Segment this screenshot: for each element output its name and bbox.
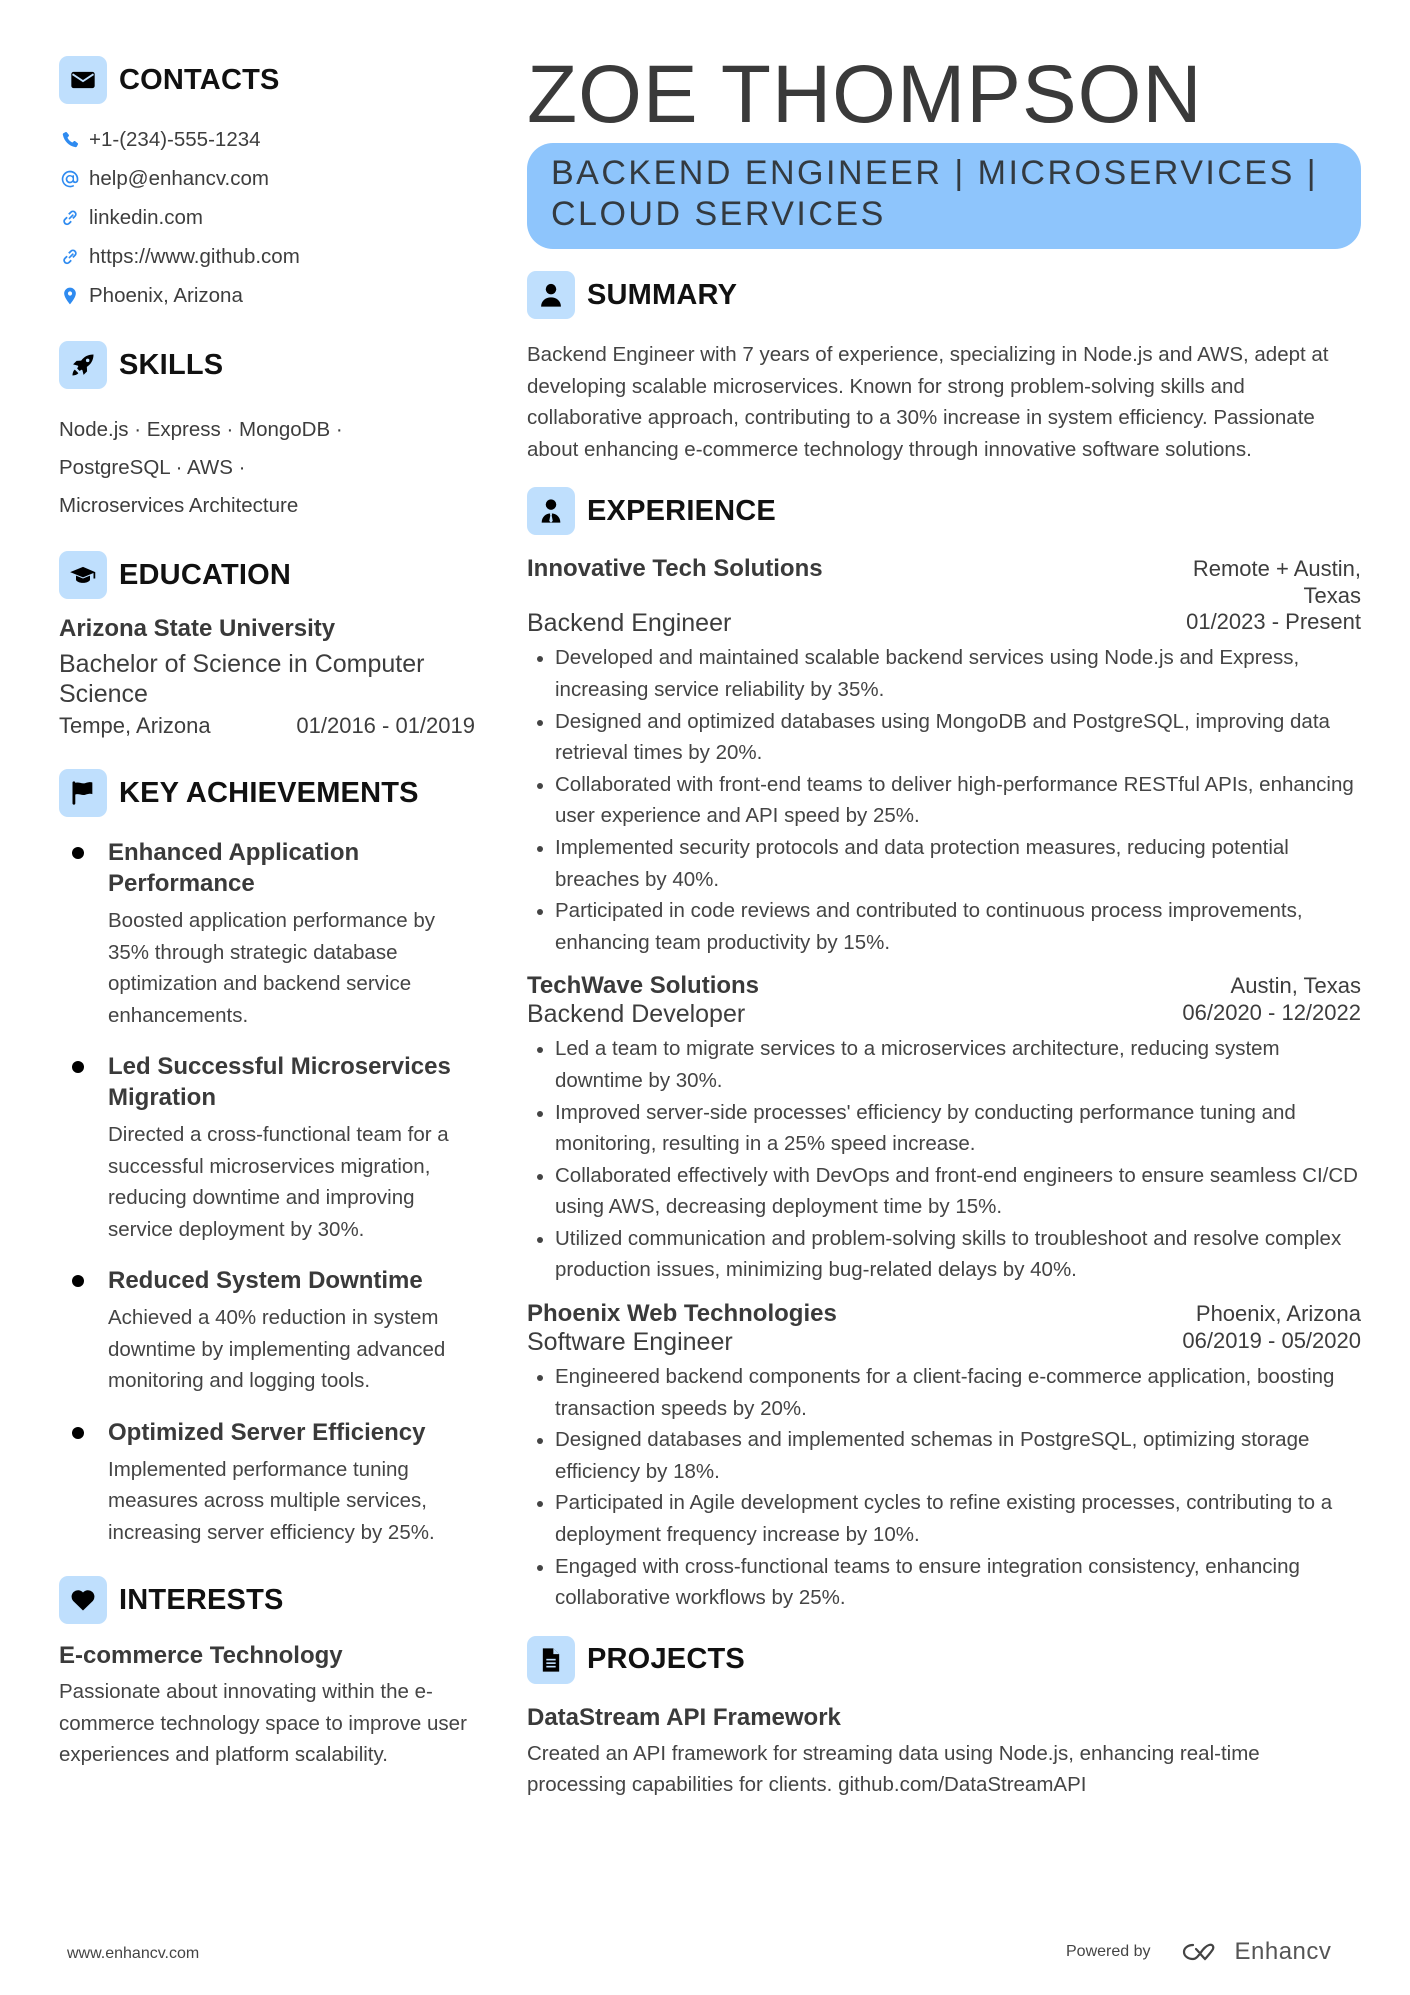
job-bullet: Designed databases and implemented schemas in PostgreSQL, optimizing storage efficiency by 18%.	[527, 1424, 1361, 1487]
section-title: CONTACTS	[119, 63, 280, 96]
user-tie-icon	[527, 487, 575, 535]
job-header	[527, 972, 1361, 1000]
job-bullet: Led a team to migrate services to a microservices architecture, reducing system downtime by 30%.	[527, 1033, 1361, 1096]
skills-line: Node.js · Express · MongoDB ·	[59, 418, 343, 441]
rocket-icon	[59, 341, 107, 389]
job-location: Austin, Texas	[1230, 973, 1361, 999]
left-column	[59, 56, 479, 1771]
section-title: PROJECTS	[587, 1643, 745, 1676]
candidate-name: ZOE THOMPSON	[527, 49, 1203, 140]
job-bullet: Designed and optimized databases using MongoDB and PostgreSQL, improving data retrieval times by 20%.	[527, 706, 1361, 769]
contact-text: linkedin.com	[89, 205, 203, 229]
achievements-section	[59, 769, 479, 1548]
job-bullet: Utilized communication and problem-solving skills to troubleshoot and resolve complex production issues, minimizing bug-related delays by 40%.	[527, 1223, 1361, 1286]
envelope-icon	[59, 56, 107, 104]
section-header	[527, 487, 1361, 535]
contact-email[interactable]	[59, 159, 479, 198]
job-dates: 06/2019 - 05/2020	[1182, 1328, 1361, 1354]
job-company: TechWave Solutions	[527, 972, 760, 1000]
achievement-title: Enhanced Application Performance	[108, 839, 360, 897]
skills-line: Microservices Architecture	[59, 494, 299, 517]
document-icon	[527, 1636, 575, 1684]
job-bullet: Participated in Agile development cycles to refine existing processes, contributing to a deployment frequency increase by 10%.	[527, 1487, 1361, 1550]
education-degree: Bachelor of Science in Computer Science	[59, 650, 425, 708]
link-icon	[59, 207, 81, 229]
job-title: BACKEND ENGINEER | MICROSERVICES | CLOUD SERVICES	[551, 154, 1319, 233]
link-icon	[59, 246, 81, 268]
enhancv-logo	[1177, 1938, 1332, 1966]
interest-desc: Passionate about innovating within the e-commerce technology space to improve user experiences and platform scalability.	[59, 1680, 467, 1766]
job-company: Phoenix Web Technologies	[527, 1300, 837, 1328]
bullet-icon	[72, 1275, 84, 1287]
section-header	[59, 56, 479, 104]
section-header	[59, 341, 479, 389]
skills-section	[59, 341, 479, 525]
project-desc: Created an API framework for streaming data using Node.js, enhancing real-time processing capabilities for clients. github.com/DataStreamAPI	[527, 1741, 1260, 1797]
job-header	[527, 555, 1361, 609]
contact-text: https://www.github.com	[89, 244, 300, 268]
achievement-title: Optimized Server Efficiency	[108, 1418, 426, 1446]
job-company: Innovative Tech Solutions	[527, 555, 823, 583]
contact-list	[59, 120, 479, 315]
user-icon	[527, 271, 575, 319]
enhancv-logo-icon	[1177, 1939, 1225, 1965]
job-bullet: Implemented security protocols and data protection measures, reducing potential breaches by 40%.	[527, 832, 1361, 895]
contact-phone[interactable]	[59, 120, 479, 159]
experience-section	[527, 487, 1361, 1613]
job-role: Backend Engineer	[527, 609, 732, 638]
skills-list	[59, 411, 479, 525]
job-location: Remote + Austin, Texas	[1192, 556, 1361, 609]
achievement-title: Reduced System Downtime	[108, 1267, 423, 1294]
section-title: EDUCATION	[119, 558, 292, 591]
job-subheader	[527, 609, 1361, 638]
job-bullet: Collaborated effectively with DevOps and front-end engineers to ensure seamless CI/CD using AWS, decreasing deployment time by 15%.	[527, 1160, 1361, 1223]
heart-icon	[59, 1576, 107, 1624]
education-section	[59, 551, 479, 739]
contact-text: help@enhancv.com	[89, 166, 269, 190]
skills-line: PostgreSQL · AWS ·	[59, 456, 246, 479]
contact-location	[59, 276, 479, 315]
education-meta	[59, 713, 475, 739]
contact-linkedin[interactable]	[59, 198, 479, 237]
job-subheader	[527, 1328, 1361, 1357]
contact-text: +1-(234)-555-1234	[89, 127, 261, 151]
job-entry	[527, 1300, 1361, 1614]
achievement-item	[59, 837, 479, 1031]
job-entry	[527, 555, 1361, 958]
education-location: Tempe, Arizona	[59, 713, 211, 738]
contacts-section	[59, 56, 479, 315]
section-title: SKILLS	[119, 348, 224, 381]
job-dates: 01/2023 - Present	[1186, 609, 1361, 635]
section-title: EXPERIENCE	[587, 494, 776, 527]
section-title: INTERESTS	[119, 1583, 284, 1616]
achievement-item	[59, 1265, 479, 1397]
summary-section	[527, 271, 1361, 465]
job-bullets	[527, 1361, 1361, 1614]
projects-section	[527, 1636, 1361, 1801]
section-header	[527, 1636, 1361, 1684]
job-bullets	[527, 1033, 1361, 1286]
at-icon	[59, 168, 81, 190]
education-school: Arizona State University	[59, 615, 336, 642]
job-bullet: Improved server-side processes' efficiency by conducting performance tuning and monitoring, resulting in a 25% speed increase.	[527, 1097, 1361, 1160]
flag-icon	[59, 769, 107, 817]
project-title: DataStream API Framework	[527, 1703, 841, 1731]
section-header	[59, 1576, 479, 1624]
achievement-desc: Achieved a 40% reduction in system downtime by implementing advanced monitoring and logging tools.	[108, 1306, 446, 1392]
achievement-desc: Directed a cross-functional team for a successful microservices migration, reducing downtime and improving service deployment by 30%.	[108, 1123, 449, 1241]
job-entry	[527, 972, 1361, 1286]
job-bullet: Collaborated with front-end teams to deliver high-performance RESTful APIs, enhancing user experience and API speed by 25%.	[527, 769, 1361, 832]
bullet-icon	[72, 1061, 84, 1073]
location-pin-icon	[59, 285, 81, 307]
bullet-icon	[72, 1427, 84, 1439]
brand-name: Enhancv	[1234, 1938, 1332, 1965]
section-title: SUMMARY	[587, 278, 738, 311]
job-location: Phoenix, Arizona	[1195, 1301, 1361, 1327]
job-bullet: Engineered backend components for a client-facing e-commerce application, boosting transaction speeds by 20%.	[527, 1361, 1361, 1424]
achievement-item	[59, 1417, 479, 1549]
section-title: KEY ACHIEVEMENTS	[119, 776, 419, 809]
achievement-desc: Implemented performance tuning measures across multiple services, increasing server efficiency by 25%.	[108, 1457, 435, 1544]
job-title-banner	[527, 143, 1361, 249]
education-dates: 01/2016 - 01/2019	[296, 713, 475, 738]
job-role: Backend Developer	[527, 1000, 746, 1029]
bullet-icon	[72, 847, 84, 859]
phone-icon	[59, 129, 81, 151]
job-bullet: Developed and maintained scalable backend services using Node.js and Express, increasing service reliability by 35%.	[527, 642, 1361, 705]
section-header	[59, 551, 479, 599]
achievement-item	[59, 1051, 479, 1245]
footer-branding[interactable]	[1066, 1938, 1331, 1966]
job-dates: 06/2020 - 12/2022	[1182, 1000, 1361, 1026]
achievement-title: Led Successful Microservices Migration	[108, 1053, 451, 1111]
job-bullet: Participated in code reviews and contributed to continuous process improvements, enhancing team productivity by 15%.	[527, 895, 1361, 958]
job-bullet: Engaged with cross-functional teams to ensure integration consistency, enhancing collaborative workflows by 25%.	[527, 1551, 1361, 1614]
footer-website-link[interactable]: www.enhancv.com	[67, 1945, 200, 1962]
contact-text: Phoenix, Arizona	[89, 283, 243, 307]
graduation-cap-icon	[59, 551, 107, 599]
summary-text: Backend Engineer with 7 years of experience, specializing in Node.js and AWS, adept at developing scalable microservices. Known for strong problem-solving skills and collaborative approach, contributing to a 30% increase in system efficiency. Passionate about enhancing e-commerce technology through innovative software solutions.	[527, 343, 1329, 461]
interests-section	[59, 1576, 479, 1771]
section-header	[527, 271, 1361, 319]
interest-title: E-commerce Technology	[59, 1642, 343, 1669]
right-column	[527, 50, 1361, 1801]
job-subheader	[527, 1000, 1361, 1029]
achievement-desc: Boosted application performance by 35% through strategic database optimization and backend service enhancements.	[108, 909, 436, 1027]
contact-github[interactable]	[59, 237, 479, 276]
job-bullets	[527, 642, 1361, 958]
job-header	[527, 1300, 1361, 1328]
powered-by-label: Powered by	[1066, 1943, 1151, 1960]
section-header	[59, 769, 479, 817]
job-role: Software Engineer	[527, 1328, 733, 1357]
